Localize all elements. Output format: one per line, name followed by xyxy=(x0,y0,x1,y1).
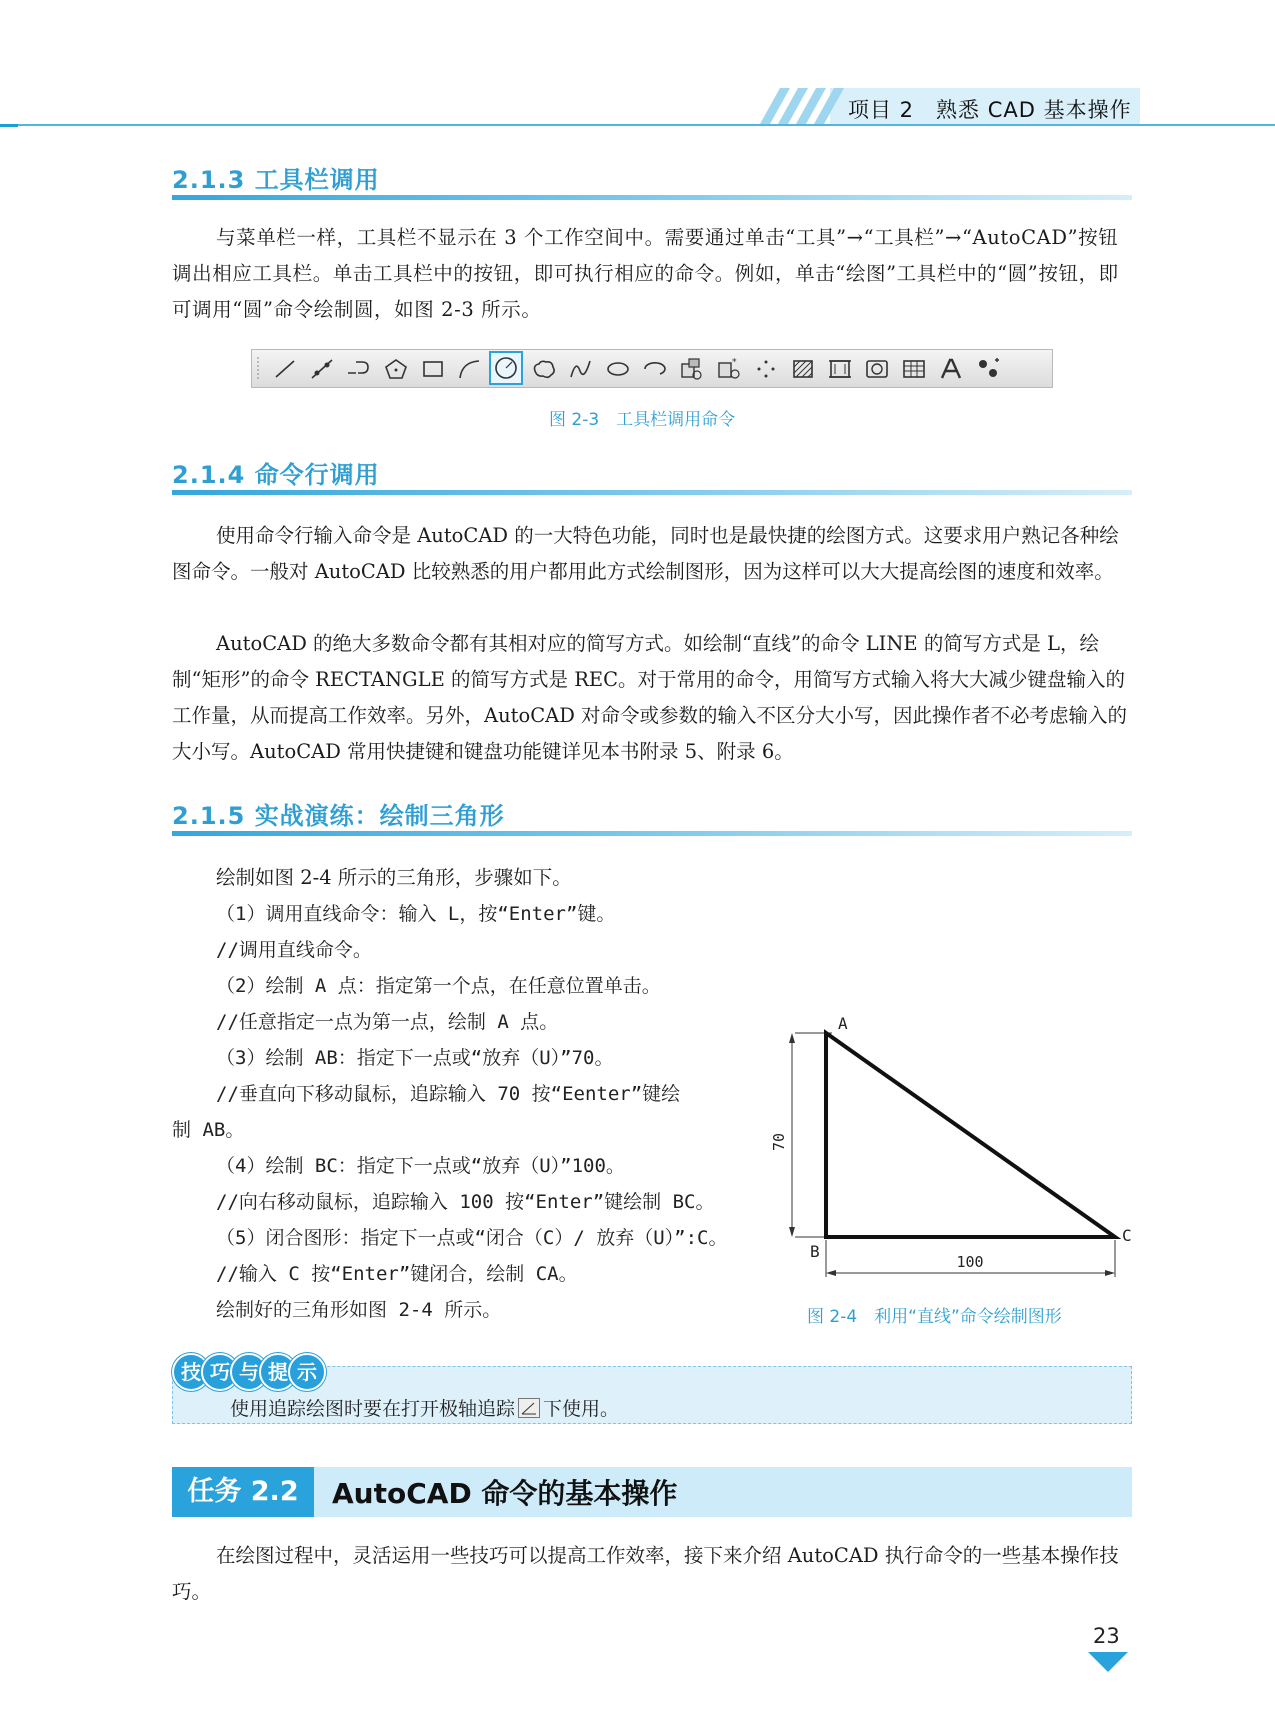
tip-label-char: 巧 xyxy=(201,1353,239,1391)
section-rule xyxy=(172,195,1132,200)
dimension-70: 70 xyxy=(770,1132,788,1152)
line-icon[interactable] xyxy=(270,355,300,383)
draw-toolbar-figure xyxy=(251,349,1053,388)
page-number: 23 xyxy=(1093,1624,1120,1648)
running-head: 项目 2 熟悉 CAD 基本操作 xyxy=(848,98,1132,122)
tip-text-before: 使用追踪绘图时要在打开极轴追踪 xyxy=(230,1398,516,1420)
polar-tracking-icon xyxy=(518,1398,540,1418)
revision-cloud-icon[interactable] xyxy=(529,355,559,383)
step-2-note: //任意指定一点为第一点，绘制 A 点。 xyxy=(216,1011,559,1033)
section-heading-2-1-5: 2.1.5 实战演练：绘制三角形 xyxy=(172,802,505,830)
paragraph-command-line-1: 使用命令行输入命令是 AutoCAD 的一大特色功能，同时也是最快捷的绘图方式。这要求用户熟记各种绘图命令。一般对 AutoCAD 比较熟悉的用户都用此方式绘制图形，因为这样可以大大提高绘图的速度和效率。 xyxy=(172,524,1119,583)
ellipse-icon[interactable] xyxy=(603,355,633,383)
rectangle-icon[interactable] xyxy=(418,355,448,383)
polyline-icon[interactable] xyxy=(344,355,374,383)
triangle-figure xyxy=(770,1015,1150,1295)
label-point-a: A xyxy=(838,1015,848,1033)
step-4-note: //向右移动鼠标，追踪输入 100 按“Enter”键绘制 BC。 xyxy=(216,1191,715,1213)
region-icon[interactable] xyxy=(862,355,892,383)
multiline-text-icon[interactable] xyxy=(936,355,966,383)
add-selected-icon[interactable] xyxy=(973,355,1003,383)
step-1: （1）调用直线命令：输入 L，按“Enter”键。 xyxy=(216,903,616,925)
step-4: （4）绘制 BC：指定下一点或“放弃（U）”100。 xyxy=(216,1155,625,1177)
triangle-abc xyxy=(826,1033,1115,1237)
dim-arrow-top xyxy=(789,1033,795,1043)
tip-text xyxy=(230,1394,619,1421)
page-marker-triangle-icon xyxy=(1088,1652,1128,1672)
step-5-note: //输入 C 按“Enter”键闭合，绘制 CA。 xyxy=(216,1263,578,1285)
hatch-icon[interactable] xyxy=(788,355,818,383)
paragraph-task-intro: 在绘图过程中，灵活运用一些技巧可以提高工作效率，接下来介绍 AutoCAD 执行命令的一些基本操作技巧。 xyxy=(172,1544,1119,1603)
paragraph-toolbar: 与菜单栏一样，工具栏不显示在 3 个工作空间中。需要通过单击“工具”→“工具栏”→“AutoCAD”按钮调出相应工具栏。单击工具栏中的按钮，即可执行相应的命令。例如，单击“绘图”工具栏中的“圆”按钮，即可调用“圆”命令绘制圆，如图 2-3 所示。 xyxy=(172,226,1119,321)
tip-label-char: 示 xyxy=(288,1353,326,1391)
tip-label-char: 技 xyxy=(172,1353,210,1391)
dim-arrow-left xyxy=(826,1270,836,1276)
svg-text:*: * xyxy=(732,358,737,368)
step-3-note: //垂直向下移动鼠标，追踪输入 70 按“Eenter”键绘 xyxy=(216,1083,681,1105)
header-left-mark xyxy=(0,124,18,127)
arc-icon[interactable] xyxy=(455,355,485,383)
section-heading-2-1-3: 2.1.3 工具栏调用 xyxy=(172,166,380,194)
make-block-icon[interactable] xyxy=(714,355,744,383)
ellipse-arc-icon[interactable] xyxy=(640,355,670,383)
step-1-note: //调用直线命令。 xyxy=(216,939,372,961)
spline-icon[interactable] xyxy=(566,355,596,383)
dim-arrow-right xyxy=(1105,1270,1115,1276)
section-heading-2-1-4: 2.1.4 命令行调用 xyxy=(172,461,380,489)
tip-label-char: 提 xyxy=(259,1353,297,1391)
steps-intro: 绘制如图 2-4 所示的三角形，步骤如下。 xyxy=(216,866,572,889)
polygon-icon[interactable] xyxy=(381,355,411,383)
point-icon[interactable] xyxy=(751,355,781,383)
insert-block-icon[interactable] xyxy=(677,355,707,383)
table-icon[interactable] xyxy=(899,355,929,383)
dimension-100: 100 xyxy=(956,1253,984,1271)
step-5: （5）闭合图形：指定下一点或“闭合（C）/ 放弃（U）”:C。 xyxy=(216,1227,728,1249)
paragraph-command-line-2: AutoCAD 的绝大多数命令都有其相对应的简写方式。如绘制“直线”的命令 LINE 的简写方式是 L，绘制“矩形”的命令 RECTANGLE 的简写方式是 REC。对于常用的命令，用简写方式输入将大大减少键盘输入的工作量，从而提高工作效率。另外，AutoCAD 对命令或参数的输入不区分大小写，因此操作者不必考虑输入的大小写。AutoCAD 常用快捷键和键盘功能键详见本书附录 5、附录 6。 xyxy=(172,632,1128,763)
step-3: （3）绘制 AB：指定下一点或“放弃（U）”70。 xyxy=(216,1047,614,1069)
circle-icon[interactable] xyxy=(489,351,523,385)
task-badge: 任务 2.2 xyxy=(172,1467,314,1517)
figure-caption-2-3: 图 2-3 工具栏调用命令 xyxy=(549,410,736,430)
step-2: （2）绘制 A 点：指定第一个点，在任意位置单击。 xyxy=(216,975,661,997)
dim-arrow-bottom xyxy=(789,1227,795,1237)
toolbar-grip xyxy=(256,356,262,382)
steps-conclusion: 绘制好的三角形如图 2-4 所示。 xyxy=(216,1299,502,1321)
label-point-c: C xyxy=(1122,1226,1132,1245)
tip-label-char: 与 xyxy=(230,1353,268,1391)
figure-caption-2-4: 图 2-4 利用“直线”命令绘制图形 xyxy=(807,1307,1062,1327)
label-point-b: B xyxy=(810,1242,820,1261)
task-title: AutoCAD 命令的基本操作 xyxy=(332,1477,678,1510)
gradient-icon[interactable] xyxy=(825,355,855,383)
section-rule xyxy=(172,490,1132,495)
section-rule xyxy=(172,831,1132,836)
construction-line-icon[interactable] xyxy=(307,355,337,383)
header-rule xyxy=(0,124,1275,126)
step-3-note-cont: 制 AB。 xyxy=(172,1119,245,1141)
tip-text-after: 下使用。 xyxy=(543,1398,620,1420)
